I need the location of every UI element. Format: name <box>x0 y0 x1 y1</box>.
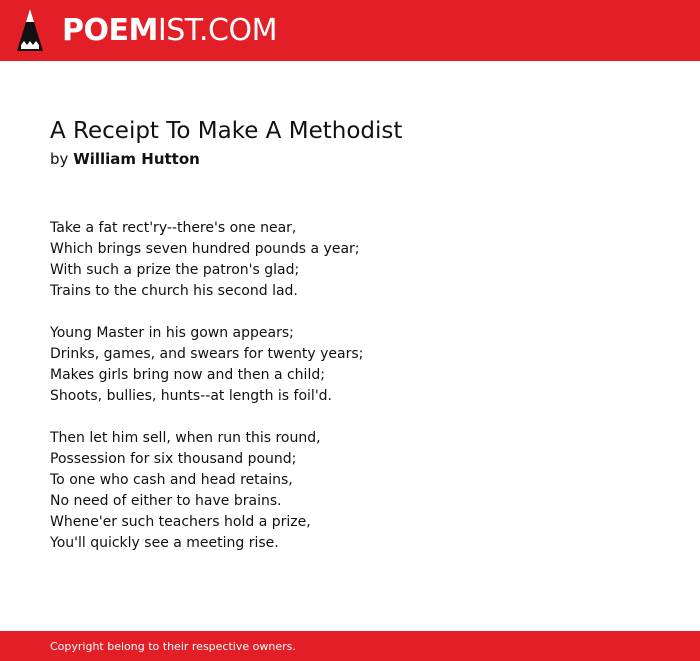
poem-line: You'll quickly see a meeting rise. <box>50 535 279 551</box>
site-logo[interactable] <box>62 11 277 51</box>
poem-line: Then let him sell, when run this round, <box>50 430 321 446</box>
poem-byline <box>50 149 200 169</box>
by-label: by <box>50 150 69 168</box>
poem-line: Possession for six thousand pound; <box>50 451 297 467</box>
site-footer <box>0 631 700 661</box>
poem-line: Whene'er such teachers hold a prize, <box>50 514 311 530</box>
poem-line: To one who cash and head retains, <box>50 472 293 488</box>
poem-line: Trains to the church his second lad. <box>50 283 298 299</box>
poem-line: Shoots, bullies, hunts--at length is foil'd. <box>50 388 333 404</box>
logo-name-bold: POEM <box>62 13 158 48</box>
poem-stanza <box>50 428 363 554</box>
poem-line: Drinks, games, and swears for twenty years; <box>50 346 364 362</box>
poem-title: A Receipt To Make A Methodist <box>50 118 403 144</box>
poem-line: Makes girls bring now and then a child; <box>50 367 325 383</box>
copyright-notice: Copyright belong to their respective owners. <box>50 640 296 653</box>
poem-line: Take a fat rect'ry--there's one near, <box>50 220 297 236</box>
poem-line: No need of either to have brains. <box>50 493 282 509</box>
poem-line: Which brings seven hundred pounds a year; <box>50 241 360 257</box>
site-header <box>0 0 700 61</box>
poem-stanza <box>50 218 363 302</box>
poem-line: Young Master in his gown appears; <box>50 325 294 341</box>
poem-body <box>50 218 363 554</box>
poem-stanza <box>50 323 363 407</box>
poem-line: With such a prize the patron's glad; <box>50 262 300 278</box>
pencil-icon[interactable] <box>17 9 43 51</box>
poem-author: William Hutton <box>73 150 200 168</box>
logo-name-light: IST.COM <box>157 13 277 48</box>
